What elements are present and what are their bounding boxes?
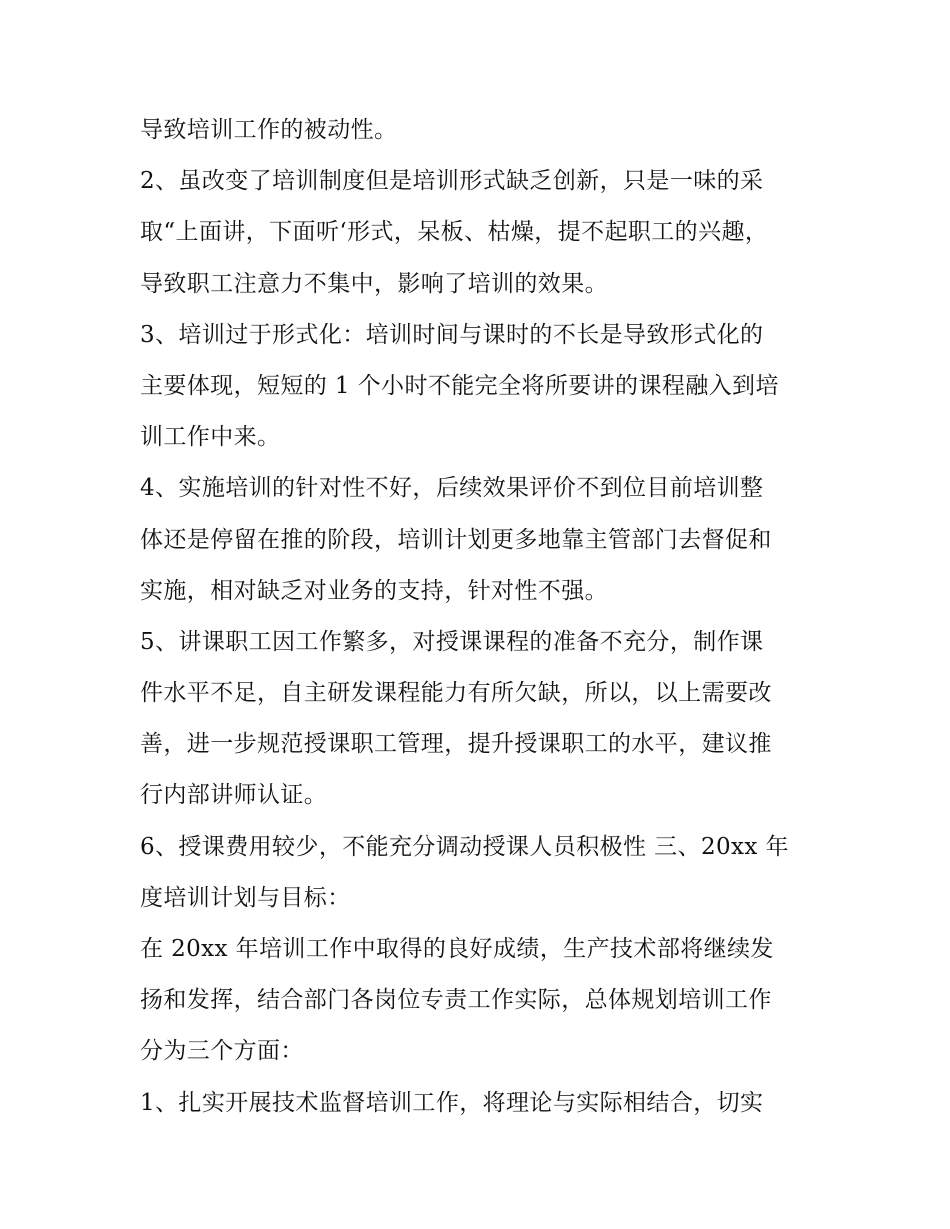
text-line-5: 3、培训过于形式化：培训时间与课时的不长是导致形式化的	[140, 321, 764, 348]
text-line-17: 在 20xx 年培训工作中取得的良好成绩，生产技术部将继续发	[140, 936, 774, 962]
text-line-19: 分为三个方面：	[140, 1038, 304, 1065]
text-line-15: 6、授课费用较少，不能充分调动授课人员积极性 三、20xx 年	[140, 833, 789, 860]
text-line-12: 件水平不足，自主研发课程能力有所欠缺，所以，以上需要改	[140, 680, 772, 707]
text-line-9: 体还是停留在推的阶段，培训计划更多地靠主管部门去督促和	[140, 526, 772, 553]
text-line-13: 善，进一步规范授课职工管理，提升授课职工的水平，建议推	[140, 731, 772, 758]
text-line-11: 5、讲课职工因工作繁多，对授课课程的准备不充分，制作课	[140, 628, 764, 655]
text-line-6: 主要体现，短短的 1 个小时不能完全将所要讲的课程融入到培	[140, 372, 779, 399]
text-line-20: 1、扎实开展技术监督培训工作，将理论与实际相结合，切实	[140, 1089, 764, 1116]
text-line-10: 实施，相对缺乏对业务的支持，针对性不强。	[140, 577, 608, 604]
document-body	[140, 105, 810, 1129]
text-line-18: 扬和发挥，结合部门各岗位专责工作实际，总体规划培训工作	[140, 987, 772, 1014]
text-line-3: 取“上面讲，下面听‘形式，呆板、枯燥，提不起职工的兴趣，	[140, 219, 769, 246]
text-line-8: 4、实施培训的针对性不好，后续效果评价不到位目前培训整	[140, 475, 764, 502]
text-line-4: 导致职工注意力不集中，影响了培训的效果。	[140, 270, 608, 297]
text-line-1: 导致培训工作的被动性。	[140, 117, 398, 143]
text-line-16: 度培训计划与目标：	[140, 884, 351, 911]
text-line-7: 训工作中来。	[140, 424, 281, 451]
text-line-2: 2、虽改变了培训制度但是培训形式缺乏创新，只是一味的采	[140, 168, 764, 195]
text-line-14: 行内部讲师认证。	[140, 782, 328, 809]
